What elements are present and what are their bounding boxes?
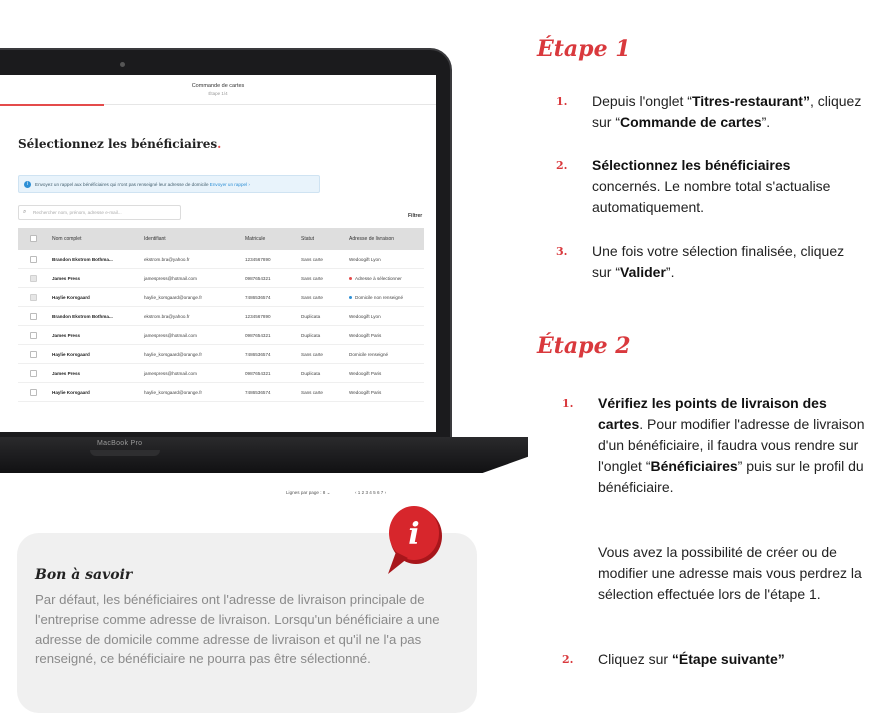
cell-matricule [245, 383, 271, 401]
cell-statut [301, 250, 323, 268]
row-checkbox[interactable] [30, 294, 37, 301]
cell-id [144, 326, 197, 344]
cell-matricule [245, 326, 271, 344]
cell-matricule-text: 7486536574 [245, 390, 271, 395]
progress-bar [0, 104, 104, 106]
cell-statut-text: Sans carte [301, 352, 323, 357]
cell-adresse [349, 383, 381, 401]
screen-heading-text: Sélectionnez les bénéficiaires [18, 137, 218, 151]
cell-statut-text: Duplicata [301, 333, 321, 338]
text-part: Depuis l'onglet “ [592, 93, 692, 109]
cell-statut-text: Sans carte [301, 390, 323, 395]
cell-name [52, 269, 80, 287]
cell-matricule-text: 7486536574 [245, 352, 271, 357]
info-body: Par défaut, les bénéficiaires ont l'adresse de livraison principale de l'entreprise comme adresse de livraison. Lorsqu'un bénéficiaire a une adresse de domicile comme adresse de livraison et qu'il ne l'a pas renseigné, ce bénéficiaire ne pourra pas être sélectionné. [35, 592, 440, 667]
row-checkbox[interactable] [30, 256, 37, 263]
laptop-base [0, 437, 528, 473]
col-name[interactable]: Nom complet [52, 236, 82, 242]
text-part: , cliquez sur “ [592, 93, 862, 130]
cell-id [144, 288, 202, 306]
cell-statut [301, 269, 323, 287]
text-part: Cliquez sur [598, 651, 672, 667]
bold-part: Titres-restaurant” [691, 93, 810, 109]
etape1-step3-num: 3. [556, 245, 568, 258]
cell-id-text: haylie_korsgaard@orange.fr [144, 295, 203, 300]
col-adresse[interactable]: Adresse de livraison [349, 236, 395, 242]
table-row[interactable] [18, 250, 424, 269]
cell-statut [301, 364, 320, 382]
text-part: concernés. Le nombre total s'actualise automatiquement. [592, 178, 831, 215]
col-statut[interactable]: Statut [301, 236, 315, 242]
cell-id-text: jamespress@hotmail.com [144, 333, 197, 338]
cell-id [144, 383, 202, 401]
cell-statut-text: Sans carte [301, 257, 323, 262]
cell-id-text: haylie_korsgaard@orange.fr [144, 390, 203, 395]
cell-name-text: Haylie Korsgaard [52, 295, 90, 300]
cell-adresse-text: Adresse à sélectionner [355, 276, 402, 281]
cell-matricule-text: 1234567890 [245, 257, 271, 262]
cell-matricule-text: 7486536574 [245, 295, 271, 300]
cell-statut-text: Sans carte [301, 295, 323, 300]
cell-id [144, 364, 197, 382]
etape1-title: Étape 1 [537, 36, 631, 62]
cell-adresse-text: Wedoogift Lyon [349, 314, 381, 319]
pagination[interactable]: ‹ 1 2 3 4 5 6 7 › [355, 490, 387, 495]
select-all-checkbox[interactable] [30, 235, 37, 242]
laptop-label: MacBook Pro [97, 440, 143, 447]
bold-part: Commande de cartes [620, 114, 762, 130]
etape2-step2 [598, 649, 870, 670]
filter-button[interactable]: Filtrer [408, 213, 423, 219]
cell-name [52, 383, 90, 401]
etape1-step3 [592, 241, 867, 283]
bold-part: “Étape suivante” [671, 651, 785, 667]
cell-name-text: James Press [52, 276, 81, 281]
cell-adresse [349, 364, 381, 382]
cell-id [144, 307, 190, 325]
cell-name [52, 364, 80, 382]
cell-statut [301, 307, 320, 325]
row-checkbox[interactable] [30, 313, 37, 320]
search-icon: ⌕ [23, 209, 27, 215]
etape2-title: Étape 2 [537, 333, 631, 359]
table-header [18, 228, 424, 250]
cell-statut [301, 288, 323, 306]
table-row[interactable] [18, 307, 424, 326]
cell-statut [301, 383, 323, 401]
cell-name [52, 345, 90, 363]
etape1-step1-num: 1. [556, 95, 568, 108]
row-checkbox[interactable] [30, 351, 37, 358]
cell-name [52, 288, 90, 306]
bold-part: Bénéficiaires [650, 458, 738, 474]
cell-name [52, 326, 80, 344]
table-row[interactable] [18, 326, 424, 345]
alert-text: Envoyez un rappel aux bénéficiaires qui n'ont pas renseigné leur adresse de domicile [35, 182, 209, 187]
camera-icon [120, 62, 125, 67]
etape1-step2 [592, 155, 854, 218]
etape1-step1 [592, 91, 872, 133]
cell-matricule [245, 288, 271, 306]
laptop-notch [90, 450, 160, 456]
etape2-step1-note: Vous avez la possibilité de créer ou de modifier une adresse mais vous perdrez la sélection effectuée lors de l'étape 1. [598, 544, 862, 602]
cell-name-text: Brandon Ekstrom Bothma... [52, 314, 113, 319]
search-placeholder: Rechercher nom, prénom, adresse e-mail... [33, 210, 122, 215]
info-badge-glyph: i [408, 517, 420, 552]
cell-id [144, 269, 197, 287]
cell-adresse-text: Wedoogift Paris [349, 371, 382, 376]
screen-step: Étape 1/4 [208, 91, 228, 96]
cell-statut [301, 326, 320, 344]
screen-heading [18, 137, 221, 151]
row-checkbox[interactable] [30, 332, 37, 339]
table-row[interactable] [18, 288, 424, 307]
cell-matricule [245, 269, 271, 287]
bold-part: Vérifiez les points de livraison des cartes [598, 395, 827, 432]
rows-per-page[interactable]: Lignes par page : 8 ⌄ [286, 490, 331, 495]
cell-matricule-text: 1234567890 [245, 314, 271, 319]
search-input[interactable] [18, 205, 181, 220]
bold-part: Valider [620, 264, 666, 280]
cell-name-text: James Press [52, 333, 81, 338]
table-row[interactable] [18, 269, 424, 288]
cell-matricule [245, 345, 271, 363]
bold-part: Sélectionnez les bénéficiaires [592, 157, 791, 173]
cell-name-text: Haylie Korsgaard [52, 352, 90, 357]
send-reminder-link[interactable]: Envoyer un rappel › [209, 182, 250, 187]
cell-id [144, 250, 190, 268]
col-matricule[interactable]: Matricule [245, 236, 266, 242]
cell-adresse-text: Wedoogift Paris [349, 333, 382, 338]
cell-matricule-text: 0987654321 [245, 333, 271, 338]
row-checkbox[interactable] [30, 370, 37, 377]
cell-adresse-text: Wedoogift Paris [349, 390, 382, 395]
cell-name-text: Haylie Korsgaard [52, 390, 90, 395]
status-dot-icon [349, 277, 352, 280]
col-id[interactable]: Identifiant [144, 236, 166, 242]
cell-adresse-text: Wedoogift Lyon [349, 257, 381, 262]
cell-id-text: ekstrom.bra@yahoo.fr [144, 257, 190, 262]
status-dot-icon [349, 296, 352, 299]
row-checkbox[interactable] [30, 275, 37, 282]
screen-title: Commande de cartes [191, 83, 245, 89]
text-part: ”. [761, 114, 771, 130]
text-part: . Pour modifier l'adresse de livraison d'un bénéficiaire, il faudra vous rendre sur l'onglet “ [598, 416, 865, 474]
etape2-step1-num: 1. [562, 397, 574, 410]
cell-matricule [245, 364, 271, 382]
cell-matricule [245, 250, 271, 268]
cell-adresse [349, 250, 381, 268]
etape2-step1 [598, 393, 870, 498]
screen-header [0, 75, 436, 105]
cell-name [52, 307, 113, 325]
cell-adresse [349, 326, 381, 344]
text-part: ” puis sur le profil du bénéficiaire. [598, 458, 864, 495]
cell-name-text: James Press [52, 371, 81, 376]
cell-adresse-text: Domicile renseigné [349, 352, 389, 357]
cell-name [52, 250, 113, 268]
text-part: Une fois votre sélection finalisée, cliquez sur “ [592, 243, 845, 280]
info-badge-icon [378, 500, 448, 580]
cell-id-text: haylie_korsgaard@orange.fr [144, 352, 203, 357]
cell-statut-text: Duplicata [301, 371, 321, 376]
cell-id-text: jamespress@hotmail.com [144, 276, 197, 281]
reminder-alert [18, 175, 320, 193]
cell-matricule [245, 307, 271, 325]
etape1-step2-num: 2. [556, 159, 568, 172]
cell-matricule-text: 0987654321 [245, 371, 271, 376]
cell-id-text: jamespress@hotmail.com [144, 371, 197, 376]
row-checkbox[interactable] [30, 389, 37, 396]
cell-adresse [349, 269, 402, 287]
text-part: ”. [665, 264, 675, 280]
info-title: Bon à savoir [35, 567, 133, 583]
cell-statut-text: Duplicata [301, 314, 321, 319]
table-row[interactable] [18, 364, 424, 383]
cell-adresse [349, 345, 388, 363]
info-icon: i [24, 181, 31, 188]
cell-statut [301, 345, 323, 363]
cell-adresse [349, 288, 403, 306]
cell-name-text: Brandon Ekstrom Bothma... [52, 257, 113, 262]
cell-adresse-text: Domicile non renseigné [355, 295, 404, 300]
cell-adresse [349, 307, 381, 325]
etape2-step2-num: 2. [562, 653, 574, 666]
cell-statut-text: Sans carte [301, 276, 323, 281]
cell-matricule-text: 0987654321 [245, 276, 271, 281]
cell-id-text: ekstrom.bra@yahoo.fr [144, 314, 190, 319]
table-row[interactable] [18, 345, 424, 364]
cell-id [144, 345, 202, 363]
screen-heading-dot: . [217, 137, 222, 151]
table-row[interactable] [18, 383, 424, 402]
